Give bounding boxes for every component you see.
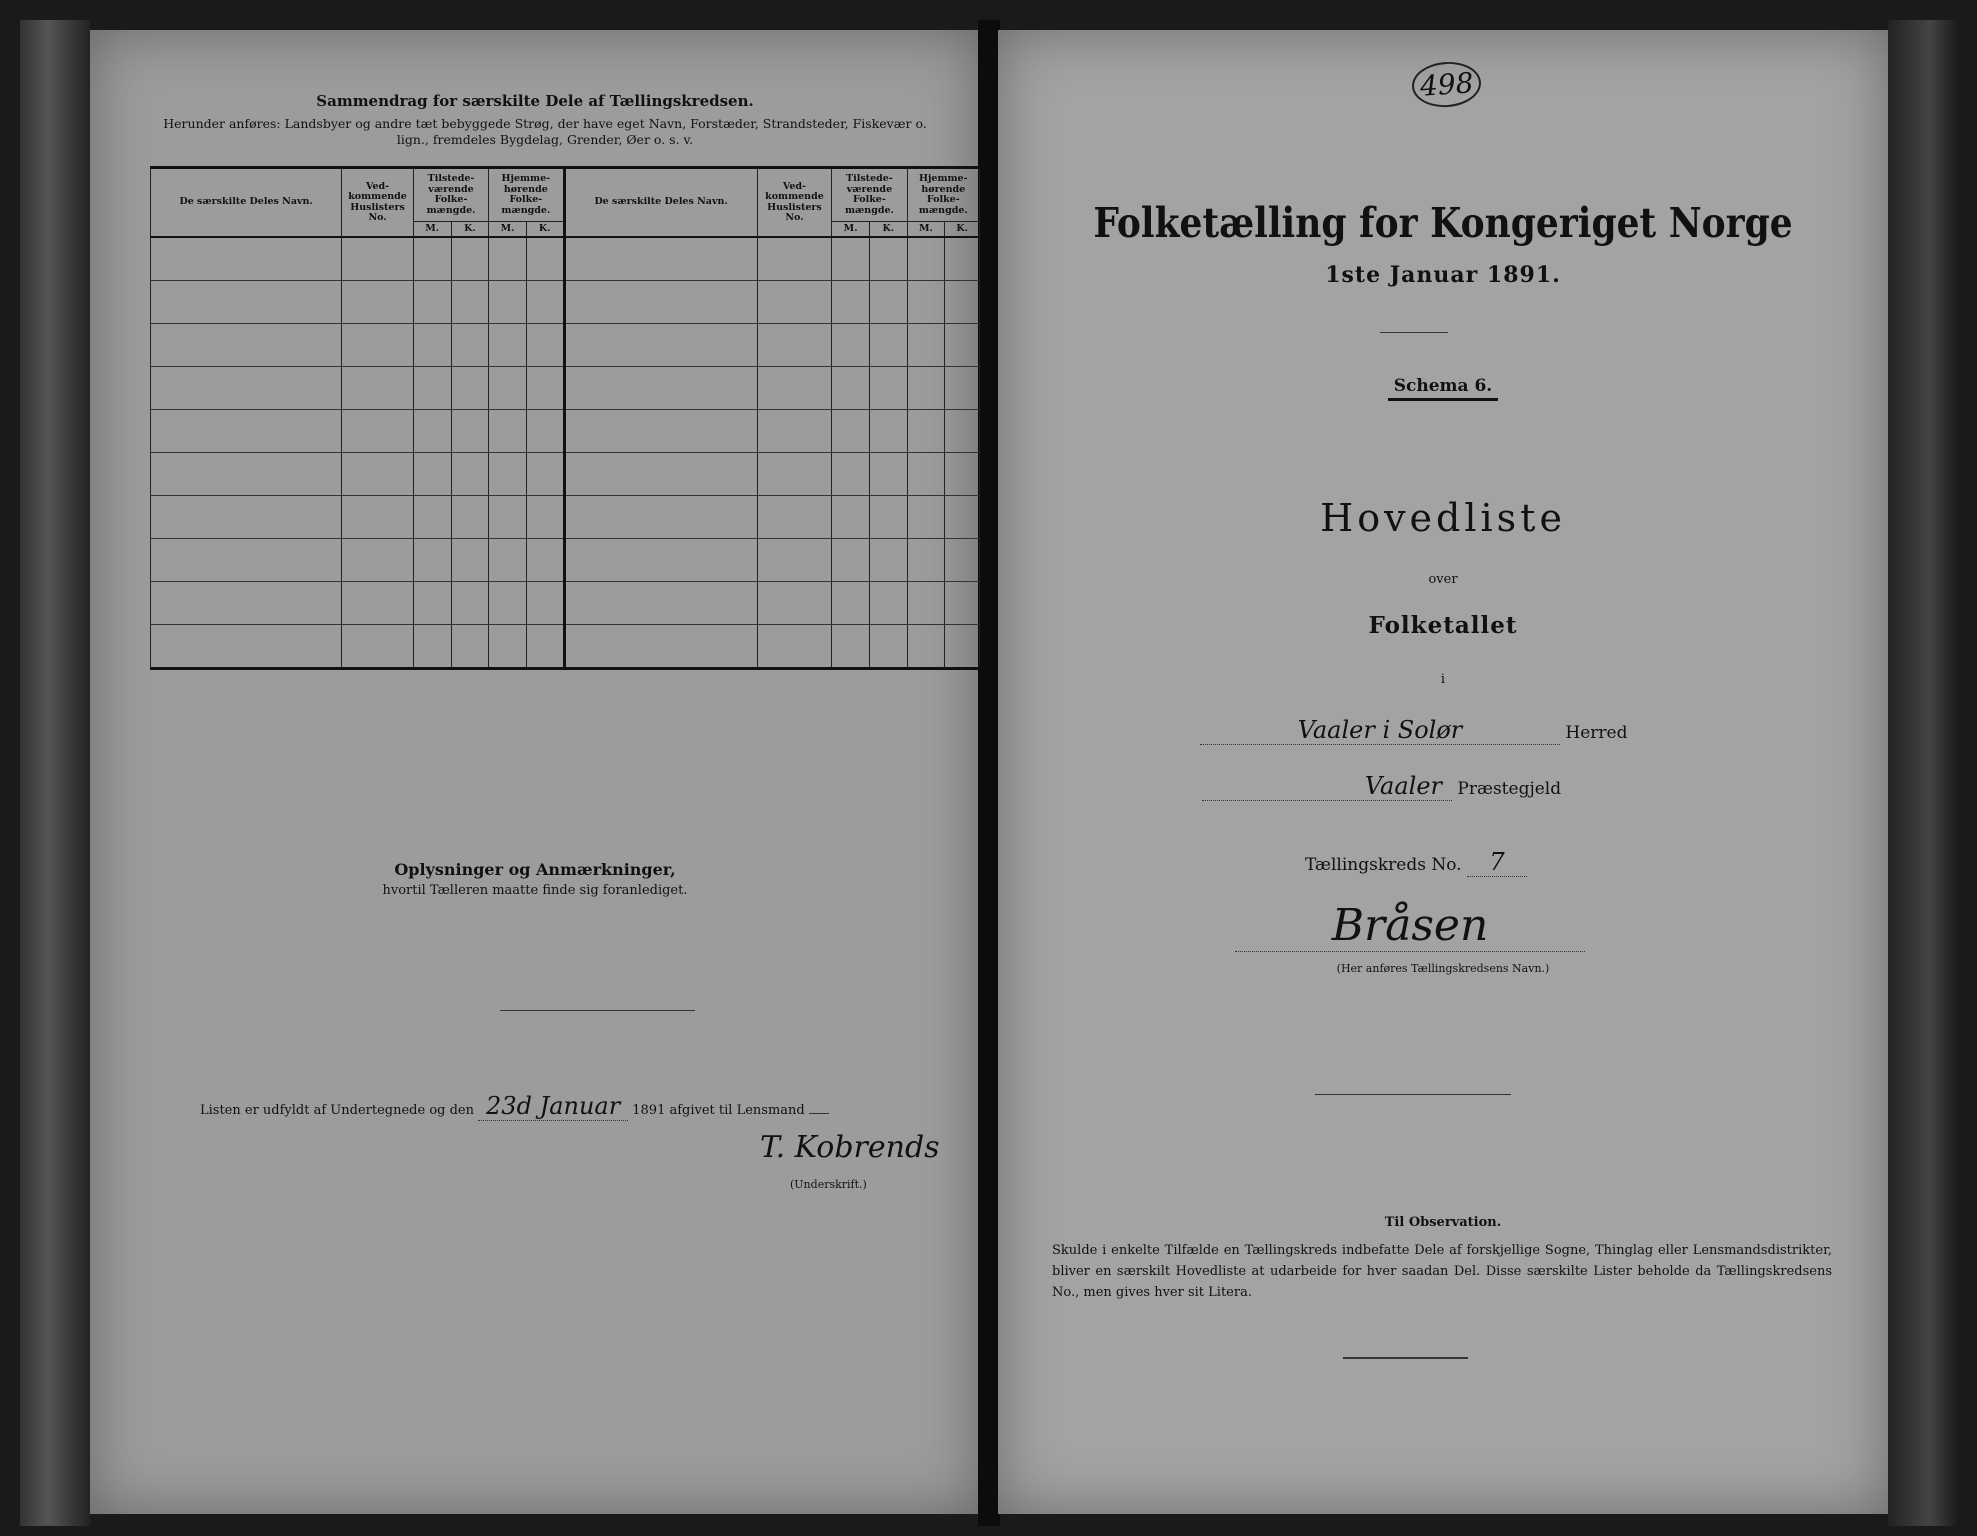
table-cell bbox=[489, 237, 527, 281]
summary-title: Sammendrag for særskilte Dele af Tællingskredsen. bbox=[316, 92, 754, 110]
signature: T. Kobrends bbox=[760, 1130, 940, 1165]
table-row bbox=[151, 539, 980, 582]
table-cell bbox=[151, 367, 342, 410]
table-cell bbox=[907, 539, 945, 582]
table-cell bbox=[907, 453, 945, 496]
table-cell bbox=[526, 453, 564, 496]
table-cell bbox=[945, 367, 980, 410]
table-cell bbox=[757, 281, 832, 324]
table-cell bbox=[564, 625, 757, 669]
table-cell bbox=[945, 625, 980, 669]
col-sub-m: M. bbox=[832, 222, 870, 238]
table-cell bbox=[413, 539, 451, 582]
table-cell bbox=[945, 237, 980, 281]
table-cell bbox=[489, 625, 527, 669]
list-date: 23d Januar bbox=[478, 1092, 628, 1121]
fill-line bbox=[809, 1113, 829, 1114]
page-number-stamp: 498 bbox=[1411, 60, 1483, 110]
summary-table-body bbox=[151, 237, 980, 669]
table-cell bbox=[832, 281, 870, 324]
table-cell bbox=[489, 324, 527, 367]
table-cell bbox=[564, 582, 757, 625]
table-cell bbox=[564, 453, 757, 496]
over-text: over bbox=[1428, 572, 1458, 587]
table-cell bbox=[489, 582, 527, 625]
kreds-number: 7 bbox=[1467, 848, 1527, 877]
table-cell bbox=[832, 496, 870, 539]
table-cell bbox=[413, 625, 451, 669]
table-cell bbox=[869, 410, 907, 453]
table-cell bbox=[451, 582, 489, 625]
table-cell bbox=[526, 625, 564, 669]
list-statement bbox=[200, 1092, 829, 1121]
kreds-label: Tællingskreds No. bbox=[1305, 855, 1462, 875]
book-left-edge bbox=[20, 20, 90, 1526]
table-cell bbox=[413, 582, 451, 625]
schema-text: Schema 6. bbox=[1388, 376, 1498, 401]
observation-title: Til Observation. bbox=[1384, 1215, 1502, 1230]
table-row bbox=[151, 410, 980, 453]
table-cell bbox=[832, 237, 870, 281]
schema-label bbox=[998, 376, 1888, 396]
col-header-huslister: Ved-kommende Huslisters No. bbox=[757, 168, 832, 238]
col-sub-m: M. bbox=[489, 222, 527, 238]
table-row bbox=[151, 281, 980, 324]
table-cell bbox=[564, 410, 757, 453]
hovedliste-heading: Hovedliste bbox=[1320, 496, 1566, 540]
table-cell bbox=[757, 410, 832, 453]
prestegjeld-field bbox=[1202, 772, 1561, 801]
table-cell bbox=[757, 625, 832, 669]
col-sub-k: K. bbox=[869, 222, 907, 238]
col-header-hjemme: Hjemme-hørende Folke-mængde. bbox=[489, 168, 564, 222]
table-cell bbox=[832, 367, 870, 410]
table-cell bbox=[832, 410, 870, 453]
table-cell bbox=[413, 410, 451, 453]
table-row bbox=[151, 496, 980, 539]
table-cell bbox=[151, 281, 342, 324]
divider bbox=[1380, 332, 1448, 333]
divider bbox=[500, 1010, 695, 1011]
table-cell bbox=[151, 625, 342, 669]
table-cell bbox=[757, 324, 832, 367]
table-cell bbox=[151, 582, 342, 625]
table-cell bbox=[413, 367, 451, 410]
table-cell bbox=[526, 410, 564, 453]
summary-subtitle: Herunder anføres: Landsbyer og andre tæt bebyggede Strøg, der have eget Navn, Forstæder, Strandsteder, Fiskevær o. lign., fremdeles Bygdelag, Grender, Øer o. s. v. bbox=[163, 116, 927, 147]
divider bbox=[1343, 1357, 1468, 1359]
table-cell bbox=[151, 539, 342, 582]
table-cell bbox=[907, 367, 945, 410]
table-cell bbox=[869, 453, 907, 496]
table-cell bbox=[342, 539, 414, 582]
table-cell bbox=[869, 496, 907, 539]
table-cell bbox=[945, 539, 980, 582]
table-cell bbox=[342, 625, 414, 669]
table-cell bbox=[342, 582, 414, 625]
table-cell bbox=[907, 281, 945, 324]
kreds-name: Bråsen bbox=[1235, 900, 1585, 952]
table-row bbox=[151, 453, 980, 496]
table-cell bbox=[945, 453, 980, 496]
prestegjeld-label: Præstegjeld bbox=[1457, 779, 1562, 799]
table-cell bbox=[757, 453, 832, 496]
table-cell bbox=[451, 281, 489, 324]
notes-title: Oplysninger og Anmærkninger, bbox=[394, 860, 676, 879]
table-cell bbox=[413, 324, 451, 367]
table-cell bbox=[342, 324, 414, 367]
table-cell bbox=[451, 496, 489, 539]
table-cell bbox=[907, 410, 945, 453]
table-cell bbox=[832, 625, 870, 669]
col-header-tilstede: Tilstede-værende Folke-mængde. bbox=[413, 168, 488, 222]
divider bbox=[1315, 1094, 1511, 1095]
table-row bbox=[151, 237, 980, 281]
table-cell bbox=[869, 281, 907, 324]
table-cell bbox=[342, 237, 414, 281]
kreds-name-label: (Her anføres Tællingskredsens Navn.) bbox=[1336, 962, 1550, 975]
kreds-name-field bbox=[1235, 900, 1585, 952]
folketallet-heading: Folketallet bbox=[1368, 612, 1518, 639]
table-cell bbox=[869, 582, 907, 625]
table-cell bbox=[564, 367, 757, 410]
table-cell bbox=[526, 496, 564, 539]
table-cell bbox=[151, 453, 342, 496]
table-cell bbox=[757, 539, 832, 582]
table-cell bbox=[907, 625, 945, 669]
table-cell bbox=[489, 281, 527, 324]
table-cell bbox=[564, 539, 757, 582]
kreds-number-field bbox=[1305, 848, 1527, 877]
summary-table bbox=[150, 166, 980, 670]
prestegjeld-value: Vaaler bbox=[1202, 772, 1452, 801]
table-cell bbox=[907, 496, 945, 539]
table-cell bbox=[832, 324, 870, 367]
book-right-edge bbox=[1888, 20, 1958, 1526]
table-cell bbox=[526, 367, 564, 410]
table-cell bbox=[413, 453, 451, 496]
table-cell bbox=[869, 367, 907, 410]
table-cell bbox=[869, 324, 907, 367]
table-row bbox=[151, 625, 980, 669]
list-text-1: Listen er udfyldt af Undertegnede og den bbox=[200, 1103, 474, 1118]
table-row bbox=[151, 582, 980, 625]
left-page-content bbox=[90, 0, 980, 1536]
table-cell bbox=[832, 539, 870, 582]
herred-value: Vaaler i Solør bbox=[1200, 716, 1560, 745]
observation-text: Skulde i enkelte Tilfælde en Tællingskreds indbefatte Dele af forskjellige Sogne, Thinglag eller Lensmandsdistrikter, bliver en særskilt Hovedliste at udarbeide for hver saadan Del. Disse særskilte Lister beholde da Tællingskredsens No., men gives hver sit Litera. bbox=[1052, 1243, 1832, 1300]
herred-label: Herred bbox=[1565, 723, 1628, 743]
signature-label: (Underskrift.) bbox=[790, 1178, 867, 1191]
main-date: 1ste Januar 1891. bbox=[1325, 262, 1561, 288]
table-cell bbox=[451, 367, 489, 410]
table-row bbox=[151, 324, 980, 367]
table-cell bbox=[945, 324, 980, 367]
col-header-huslister: Ved-kommende Huslisters No. bbox=[342, 168, 414, 238]
table-cell bbox=[489, 496, 527, 539]
table-cell bbox=[564, 496, 757, 539]
table-cell bbox=[832, 453, 870, 496]
col-sub-k: K. bbox=[451, 222, 489, 238]
col-header-name: De særskilte Deles Navn. bbox=[151, 168, 342, 238]
table-cell bbox=[907, 237, 945, 281]
table-cell bbox=[869, 625, 907, 669]
table-cell bbox=[413, 237, 451, 281]
table-cell bbox=[945, 410, 980, 453]
table-cell bbox=[451, 625, 489, 669]
i-text: i bbox=[1440, 672, 1446, 687]
table-cell bbox=[342, 496, 414, 539]
table-cell bbox=[413, 496, 451, 539]
table-cell bbox=[526, 281, 564, 324]
notes-subtitle: hvortil Tælleren maatte finde sig foranlediget. bbox=[382, 883, 688, 898]
table-cell bbox=[869, 539, 907, 582]
col-header-hjemme: Hjemme-hørende Folke-mængde. bbox=[907, 168, 979, 222]
table-cell bbox=[489, 453, 527, 496]
table-cell bbox=[757, 496, 832, 539]
table-cell bbox=[451, 410, 489, 453]
col-header-name: De særskilte Deles Navn. bbox=[564, 168, 757, 238]
table-cell bbox=[451, 539, 489, 582]
table-cell bbox=[151, 410, 342, 453]
table-cell bbox=[907, 324, 945, 367]
table-cell bbox=[526, 539, 564, 582]
table-cell bbox=[945, 496, 980, 539]
col-sub-k: K. bbox=[945, 222, 980, 238]
table-cell bbox=[451, 453, 489, 496]
table-cell bbox=[489, 367, 527, 410]
table-cell bbox=[342, 367, 414, 410]
table-cell bbox=[342, 453, 414, 496]
table-cell bbox=[151, 324, 342, 367]
table-cell bbox=[945, 582, 980, 625]
table-cell bbox=[342, 410, 414, 453]
table-cell bbox=[945, 281, 980, 324]
col-header-tilstede: Tilstede-værende Folke-mængde. bbox=[832, 168, 907, 222]
table-cell bbox=[907, 582, 945, 625]
table-cell bbox=[489, 410, 527, 453]
table-cell bbox=[342, 281, 414, 324]
table-cell bbox=[413, 281, 451, 324]
table-header-row bbox=[151, 168, 980, 222]
main-title: Folketælling for Kongeriget Norge bbox=[1093, 198, 1793, 248]
table-cell bbox=[151, 237, 342, 281]
table-cell bbox=[757, 582, 832, 625]
table-cell bbox=[526, 582, 564, 625]
table-cell bbox=[869, 237, 907, 281]
table-cell bbox=[489, 539, 527, 582]
table-cell bbox=[564, 324, 757, 367]
col-sub-k: K. bbox=[526, 222, 564, 238]
herred-field bbox=[1200, 716, 1628, 745]
col-sub-m: M. bbox=[907, 222, 945, 238]
table-cell bbox=[451, 237, 489, 281]
table-row bbox=[151, 367, 980, 410]
table-cell bbox=[564, 237, 757, 281]
table-cell bbox=[526, 324, 564, 367]
table-cell bbox=[451, 324, 489, 367]
table-cell bbox=[757, 367, 832, 410]
list-text-2: 1891 afgivet til Lensmand bbox=[632, 1103, 805, 1118]
table-cell bbox=[151, 496, 342, 539]
table-cell bbox=[526, 237, 564, 281]
book-spine bbox=[978, 20, 1000, 1526]
col-sub-m: M. bbox=[413, 222, 451, 238]
table-cell bbox=[757, 237, 832, 281]
table-cell bbox=[564, 281, 757, 324]
table-cell bbox=[832, 582, 870, 625]
